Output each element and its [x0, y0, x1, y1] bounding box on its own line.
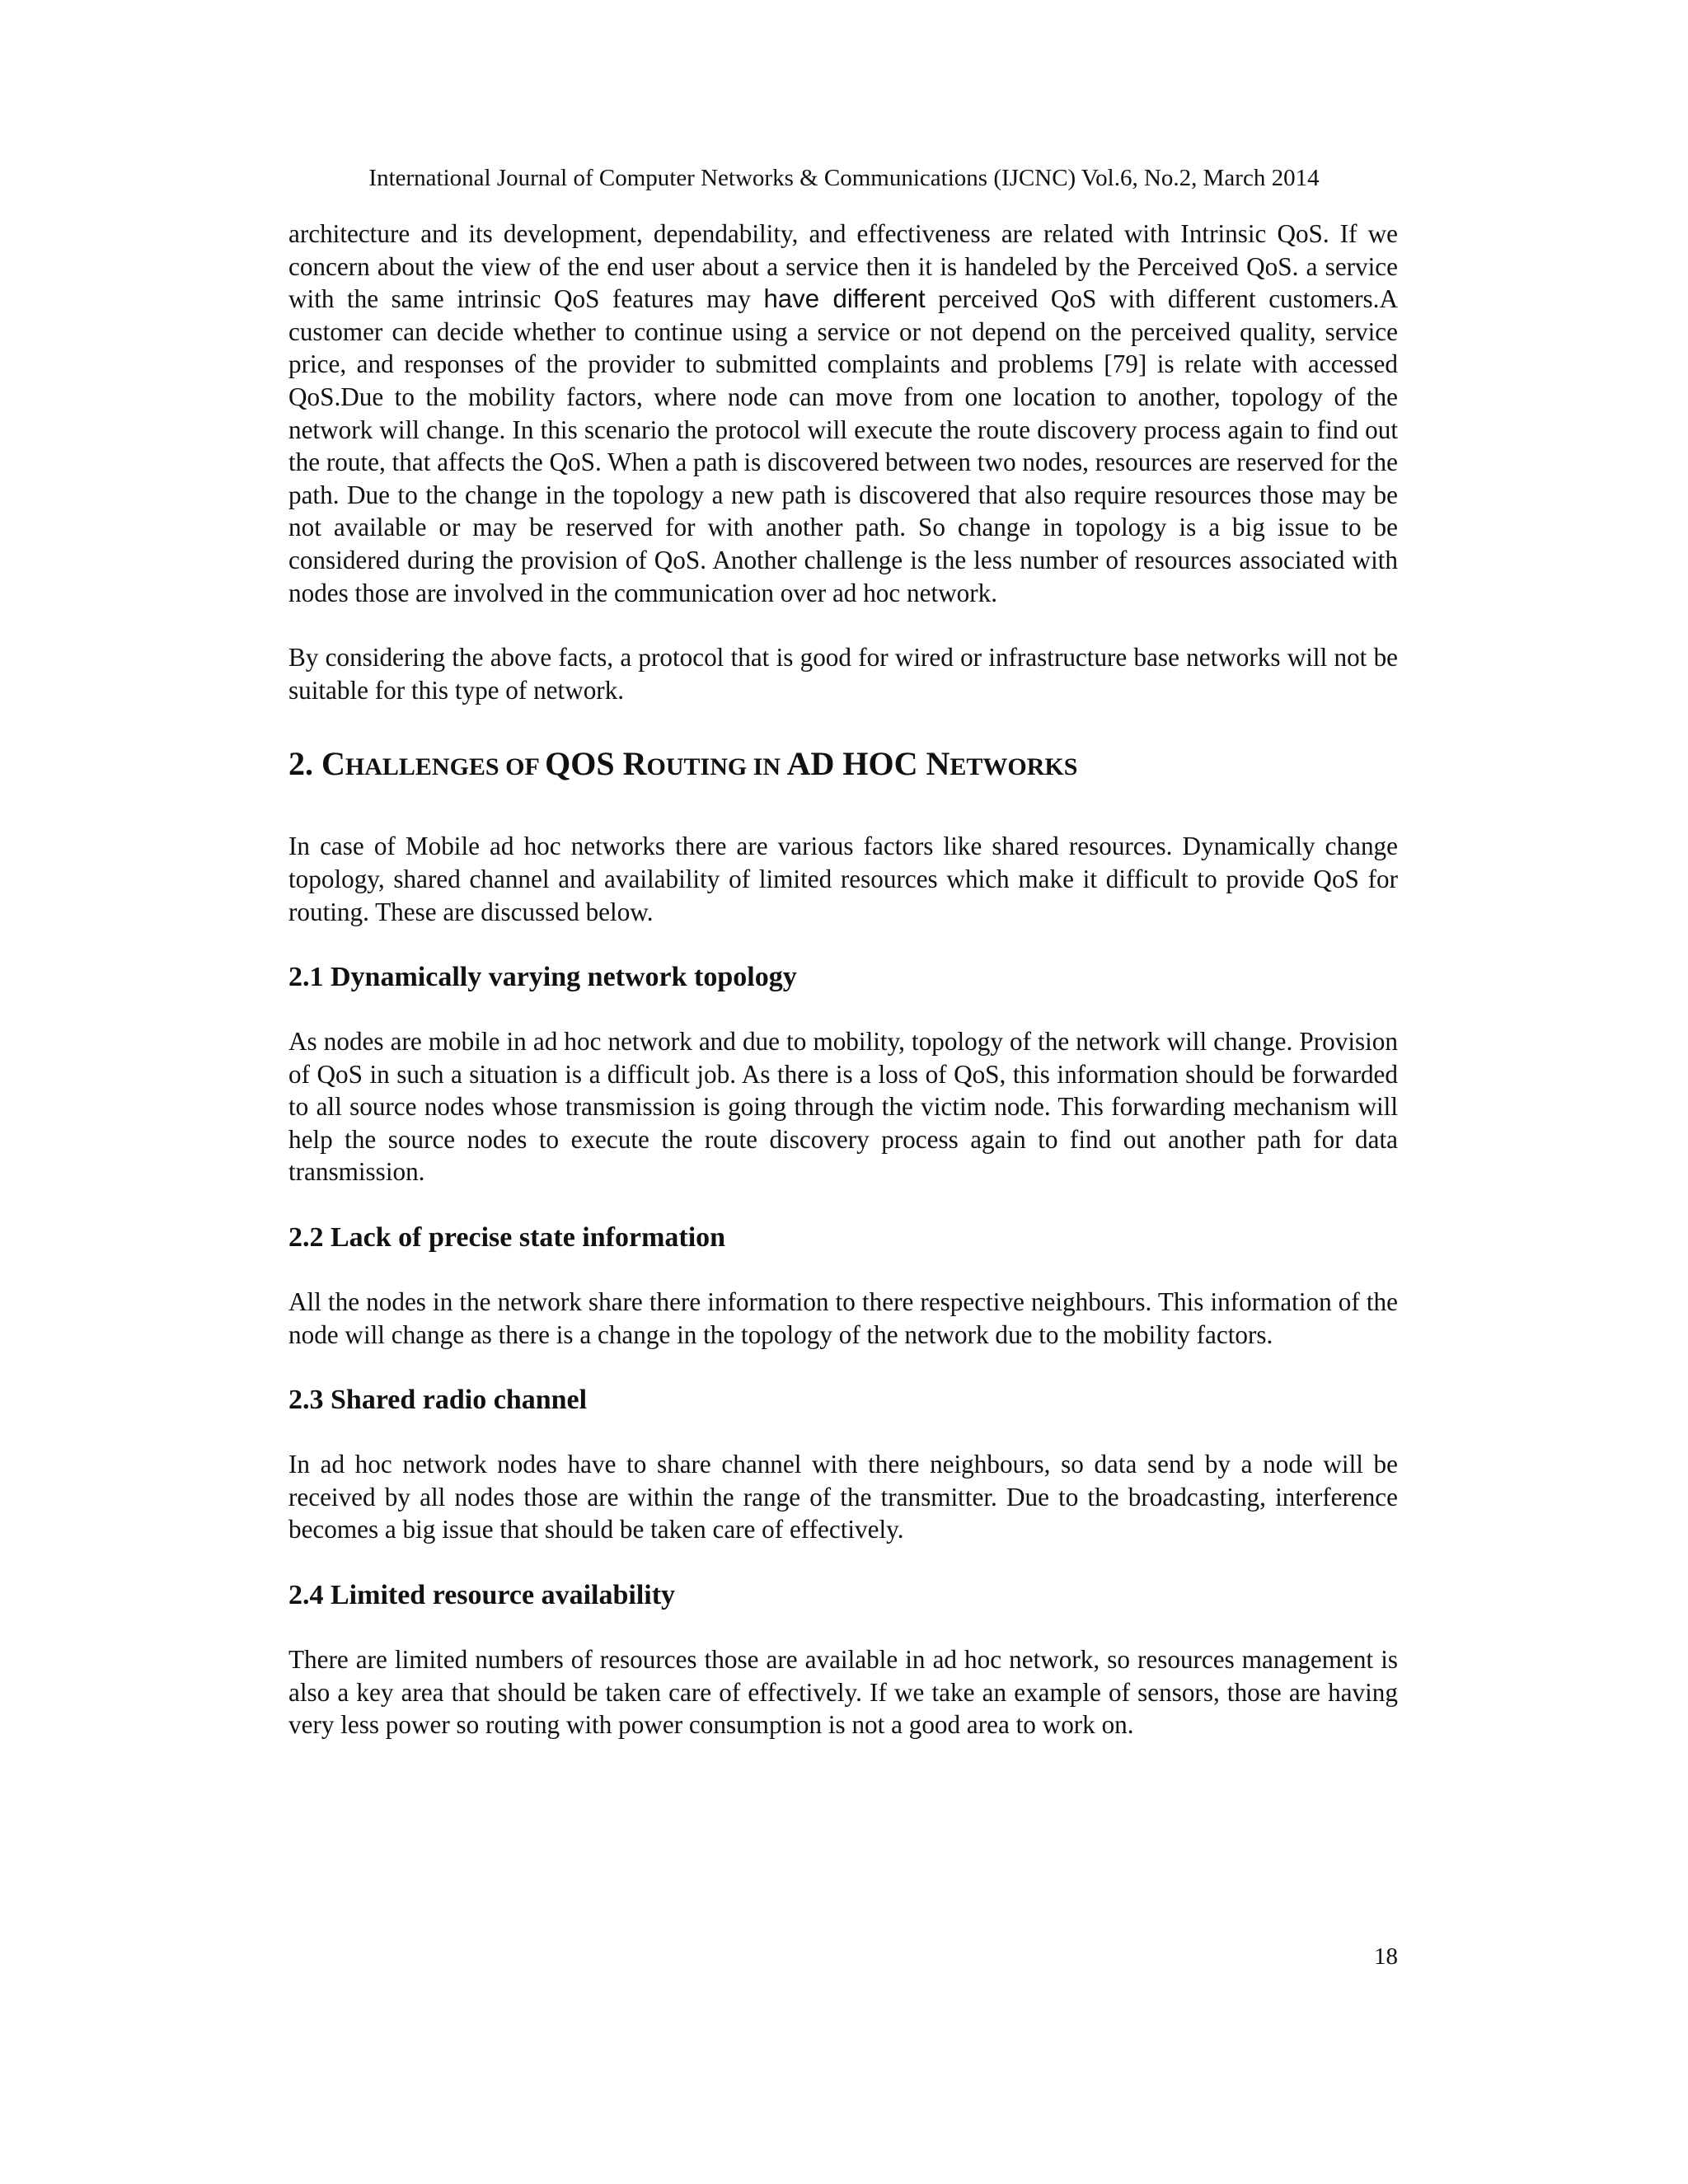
page-number: 18: [1374, 1943, 1398, 1970]
intro-paragraph-1-part-a: architecture and its development, dependability, and effectiveness are related with Intrinsic QoS. If we concern about the view of the end user about a service then it is handeled by the Perceived QoS. a service with the same intrinsic QoS features may: [288, 219, 1398, 314]
intro-paragraph-1-part-b: perceived QoS with different customers.A customer can decide whether to continue using a service or not depend on the perceived quality, service price, and responses of the provider to submitted complaints and problems [79] is relate with accessed QoS.Due to the mobility factors, where node can move from one location to another, topology of the network will change. In this scenario the protocol will execute the route discovery process again to find out the route, that affects the QoS. When a path is discovered between two nodes, resources are reserved for the path. Due to the change in the topology a new path is discovered that also require resources those may be not available or may be reserved for with another path. So change in topology is a big issue to be considered during the provision of QoS. Another challenge is the less number of resources associated with nodes those are involved in the communication over ad hoc network.: [288, 284, 1398, 607]
subsection-2-3-text: In ad hoc network nodes have to share channel with there neighbours, so data send by a node will be received by all nodes those are within the range of the transmitter. Due to the broadcasting, interference becomes a big issue that should be taken care of effectively.: [288, 1450, 1398, 1544]
subsection-2-1-text: As nodes are mobile in ad hoc network and due to mobility, topology of the network will change. Provision of QoS in such a situation is a difficult job. As there is a loss of QoS, this information should be forwarded to all source nodes whose transmission is going through the victim node. This forwarding mechanism will help the source nodes to execute the route discovery process again to find out another path for data transmission.: [288, 1027, 1398, 1187]
intro-paragraph-1-sans-phrase: have different: [763, 284, 926, 314]
subsection-2-4-heading: 2.4 Limited resource availability: [288, 1580, 676, 1611]
section-2-title-part: HALLENGES OF: [345, 753, 546, 781]
subsection-2-4-text: There are limited numbers of resources those are available in ad hoc network, so resources management is also a key area that should be taken care of effectively. If we take an example of sensors, those are having very less power so routing with power consumption is not a good area to work on.: [288, 1645, 1398, 1740]
section-2-intro: In case of Mobile ad hoc networks there are various factors like shared resources. Dynamically change topology, shared channel and availability of limited resources which make it difficult to provide QoS for routing. These are discussed below.: [288, 832, 1398, 926]
section-2-title-part: AD HOC N: [786, 745, 950, 783]
subsection-2-2-text: All the nodes in the network share there information to there respective neighbours. This information of the node will change as there is a change in the topology of the network due to the mobility factors.: [288, 1287, 1398, 1349]
page-body: [288, 218, 1398, 1741]
section-2-title-part: ETWORKS: [950, 753, 1078, 781]
section-2-title-part: QOS R: [545, 745, 647, 783]
section-2-number: 2.: [288, 745, 321, 783]
subsection-2-2-heading: 2.2 Lack of precise state information: [288, 1222, 726, 1254]
section-2-title: [288, 743, 1398, 789]
subsection-2-1-heading: 2.1 Dynamically varying network topology: [288, 962, 797, 993]
section-2-title-part: OUTING IN: [646, 753, 787, 781]
section-2-title-part: C: [321, 745, 345, 783]
running-header: International Journal of Computer Networks & Communications (IJCNC) Vol.6, No.2, March 2014: [368, 165, 1320, 191]
subsection-2-3-heading: 2.3 Shared radio channel: [288, 1385, 588, 1416]
intro-paragraph-2: By considering the above facts, a protocol that is good for wired or infrastructure base networks will not be suitable for this type of network.: [288, 643, 1398, 705]
intro-paragraph-1: [288, 218, 1398, 609]
